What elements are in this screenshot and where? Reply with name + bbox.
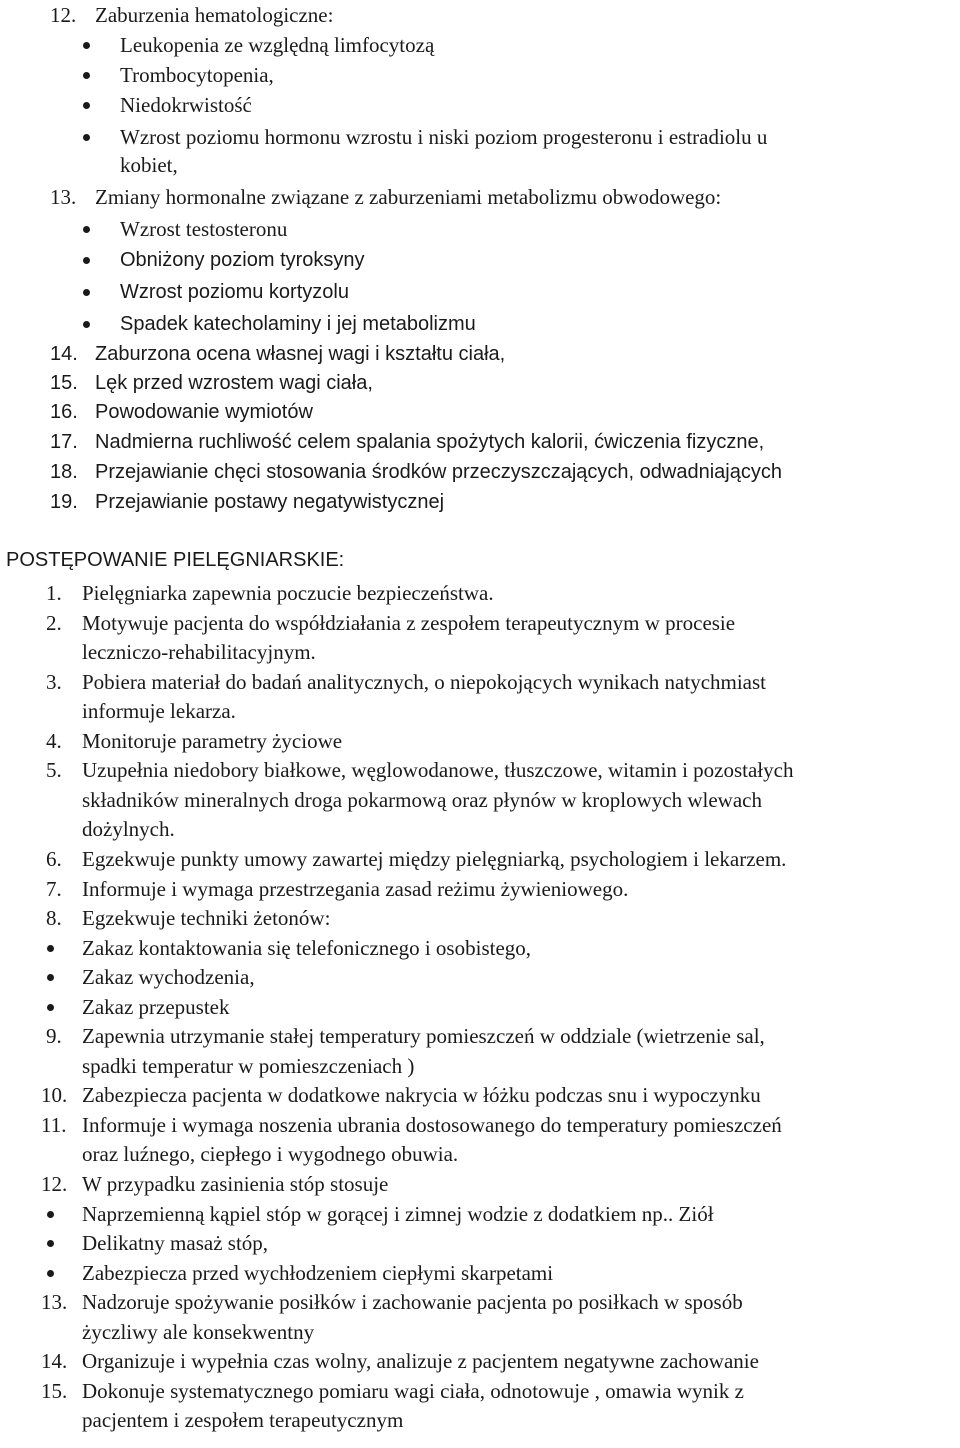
item-text: Przejawianie chęci stosowania środków przeczyszczających, odwadniających bbox=[95, 461, 782, 483]
item-number: 5. bbox=[46, 758, 62, 782]
item-text: życzliwy ale konsekwentny bbox=[82, 1320, 315, 1344]
item-number: 15. bbox=[50, 372, 78, 394]
list-item bbox=[0, 844, 960, 874]
item-text: Wzrost poziomu kortyzolu bbox=[120, 281, 349, 303]
bullet-icon bbox=[83, 102, 90, 109]
list-item bbox=[0, 339, 960, 369]
list-item bbox=[0, 578, 960, 608]
item-text: Motywuje pacjenta do współdziałania z zespołem terapeutycznym w procesie bbox=[82, 611, 736, 635]
item-text: Zakaz przepustek bbox=[82, 995, 230, 1019]
item-text: Informuje i wymaga przestrzegania zasad reżimu żywieniowego. bbox=[82, 877, 629, 901]
list-item bbox=[0, 1110, 960, 1140]
item-text: oraz luźnego, ciepłego i wygodnego obuwia. bbox=[82, 1142, 459, 1166]
item-text: Egzekwuje techniki żetonów: bbox=[82, 906, 331, 930]
list-item bbox=[0, 874, 960, 904]
list-item-continuation bbox=[0, 814, 960, 844]
bullet-icon bbox=[83, 226, 90, 233]
list-item-continuation bbox=[0, 696, 960, 726]
list-item bbox=[0, 277, 960, 307]
item-number: 12. bbox=[50, 3, 77, 27]
list-item bbox=[0, 487, 960, 517]
item-number: 17. bbox=[50, 431, 78, 453]
bullet-icon bbox=[47, 1004, 54, 1011]
bullet-icon bbox=[83, 42, 90, 49]
item-text: Zaburzona ocena własnej wagi i kształtu ciała, bbox=[95, 343, 506, 365]
item-text: Nadmierna ruchliwość celem spalania spożytych kalorii, ćwiczenia fizyczne, bbox=[95, 431, 765, 453]
item-number: 19. bbox=[50, 491, 78, 513]
item-text: Pielęgniarka zapewnia poczucie bezpieczeństwa. bbox=[82, 581, 494, 605]
item-text: spadki temperatur w pomieszczeniach ) bbox=[82, 1054, 415, 1078]
bullet-icon bbox=[83, 72, 90, 79]
item-text: składników mineralnych droga pokarmową oraz płynów w kroplowych wlewach bbox=[82, 788, 762, 812]
item-text: Naprzemienną kąpiel stóp w gorącej i zimnej wodzie z dodatkiem np.. Ziół bbox=[82, 1202, 714, 1226]
list-item bbox=[0, 182, 960, 212]
item-number: 6. bbox=[46, 847, 62, 871]
heading-text: POSTĘPOWANIE PIELĘGNIARSKIE: bbox=[6, 549, 345, 571]
item-number: 11. bbox=[41, 1113, 67, 1137]
item-number: 9. bbox=[46, 1024, 62, 1048]
item-text: W przypadku zasinienia stóp stosuje bbox=[82, 1172, 389, 1196]
item-text: pacjentem i zespołem terapeutycznym bbox=[82, 1408, 404, 1432]
list-item bbox=[0, 1021, 960, 1051]
list-item bbox=[0, 368, 960, 398]
item-number: 3. bbox=[46, 670, 62, 694]
item-number: 14. bbox=[50, 343, 78, 365]
bullet-icon bbox=[47, 1270, 54, 1277]
list-item bbox=[0, 1169, 960, 1199]
bullet-icon bbox=[83, 289, 90, 296]
section-heading bbox=[0, 545, 960, 575]
item-number: 10. bbox=[41, 1083, 68, 1107]
list-item bbox=[0, 397, 960, 427]
bullet-item bbox=[0, 962, 960, 992]
list-item bbox=[0, 30, 960, 60]
item-number: 4. bbox=[46, 729, 62, 753]
item-text: Zabezpiecza pacjenta w dodatkowe nakrycia w łóżku podczas snu i wypoczynku bbox=[82, 1083, 761, 1107]
item-text: kobiet, bbox=[120, 153, 178, 177]
item-text: Monitoruje parametry życiowe bbox=[82, 729, 343, 753]
item-number: 13. bbox=[50, 185, 77, 209]
list-item-continuation bbox=[0, 150, 960, 180]
list-item bbox=[0, 60, 960, 90]
item-text: Spadek katecholaminy i jej metabolizmu bbox=[120, 313, 476, 335]
item-text: Egzekwuje punkty umowy zawartej między pielęgniarką, psychologiem i lekarzem. bbox=[82, 847, 787, 871]
item-text: Uzupełnia niedobory białkowe, węglowodanowe, tłuszczowe, witamin i pozostałych bbox=[82, 758, 794, 782]
item-text: Pobiera materiał do badań analitycznych, o niepokojących wynikach natychmiast bbox=[82, 670, 767, 694]
item-text: Zabezpiecza przed wychłodzeniem ciepłymi skarpetami bbox=[82, 1261, 554, 1285]
item-number: 8. bbox=[46, 906, 62, 930]
item-text: Zakaz wychodzenia, bbox=[82, 965, 255, 989]
item-text: Wzrost poziomu hormonu wzrostu i niski poziom progesteronu i estradiolu u bbox=[120, 125, 768, 149]
item-number: 16. bbox=[50, 401, 78, 423]
item-number: 2. bbox=[46, 611, 62, 635]
bullet-item bbox=[0, 933, 960, 963]
list-item bbox=[0, 667, 960, 697]
item-number: 1. bbox=[46, 581, 62, 605]
item-text: Zapewnia utrzymanie stałej temperatury pomieszczeń w oddziale (wietrzenie sal, bbox=[82, 1024, 765, 1048]
bullet-icon bbox=[47, 1240, 54, 1247]
list-item bbox=[0, 427, 960, 457]
bullet-icon bbox=[83, 321, 90, 328]
list-item bbox=[0, 245, 960, 275]
list-item bbox=[0, 726, 960, 756]
bullet-item bbox=[0, 992, 960, 1022]
list-item bbox=[0, 214, 960, 244]
item-text: informuje lekarza. bbox=[82, 699, 236, 723]
item-text: Trombocytopenia, bbox=[120, 63, 274, 87]
item-text: Organizuje i wypełnia czas wolny, analizuje z pacjentem negatywne zachowanie bbox=[82, 1349, 759, 1373]
item-number: 14. bbox=[41, 1349, 68, 1373]
list-item bbox=[0, 755, 960, 785]
item-text: Delikatny masaż stóp, bbox=[82, 1231, 269, 1255]
item-text: Zmiany hormonalne związane z zaburzeniami metabolizmu obwodowego: bbox=[95, 185, 722, 209]
item-number: 13. bbox=[41, 1290, 68, 1314]
list-item bbox=[0, 903, 960, 933]
item-text: dożylnych. bbox=[82, 817, 175, 841]
list-item-continuation bbox=[0, 1317, 960, 1347]
bullet-icon bbox=[47, 974, 54, 981]
list-item-continuation bbox=[0, 1405, 960, 1435]
item-text: Wzrost testosteronu bbox=[120, 217, 288, 241]
item-text: Leukopenia ze względną limfocytozą bbox=[120, 33, 435, 57]
list-item-continuation bbox=[0, 1051, 960, 1081]
list-item bbox=[0, 122, 960, 152]
list-item-continuation bbox=[0, 785, 960, 815]
item-text: Informuje i wymaga noszenia ubrania dostosowanego do temperatury pomieszczeń bbox=[82, 1113, 782, 1137]
list-item bbox=[0, 457, 960, 487]
bullet-item bbox=[0, 1258, 960, 1288]
bullet-item bbox=[0, 1199, 960, 1229]
list-item bbox=[0, 0, 960, 30]
list-item-continuation bbox=[0, 1139, 960, 1169]
item-text: Zaburzenia hematologiczne: bbox=[95, 3, 334, 27]
item-text: leczniczo-rehabilitacyjnym. bbox=[82, 640, 316, 664]
item-number: 15. bbox=[41, 1379, 68, 1403]
item-text: Przejawianie postawy negatywistycznej bbox=[95, 491, 445, 513]
item-text: Powodowanie wymiotów bbox=[95, 401, 313, 423]
bullet-icon bbox=[83, 257, 90, 264]
bullet-icon bbox=[47, 945, 54, 952]
item-number: 12. bbox=[41, 1172, 68, 1196]
item-number: 18. bbox=[50, 461, 78, 483]
item-text: Zakaz kontaktowania się telefonicznego i osobistego, bbox=[82, 936, 532, 960]
bullet-icon bbox=[83, 134, 90, 141]
item-text: Obniżony poziom tyroksyny bbox=[120, 249, 365, 271]
list-item bbox=[0, 1287, 960, 1317]
item-text: Lęk przed wzrostem wagi ciała, bbox=[95, 372, 373, 394]
bullet-item bbox=[0, 1228, 960, 1258]
list-item bbox=[0, 1346, 960, 1376]
list-item bbox=[0, 1376, 960, 1406]
item-number: 7. bbox=[46, 877, 62, 901]
list-item bbox=[0, 608, 960, 638]
bullet-icon bbox=[47, 1211, 54, 1218]
item-text: Nadzoruje spożywanie posiłków i zachowanie pacjenta po posiłkach w sposób bbox=[82, 1290, 743, 1314]
list-item bbox=[0, 1080, 960, 1110]
list-item bbox=[0, 309, 960, 339]
list-item-continuation bbox=[0, 637, 960, 667]
list-item bbox=[0, 90, 960, 120]
item-text: Dokonuje systematycznego pomiaru wagi ciała, odnotowuje , omawia wynik z bbox=[82, 1379, 744, 1403]
item-text: Niedokrwistość bbox=[120, 93, 252, 117]
